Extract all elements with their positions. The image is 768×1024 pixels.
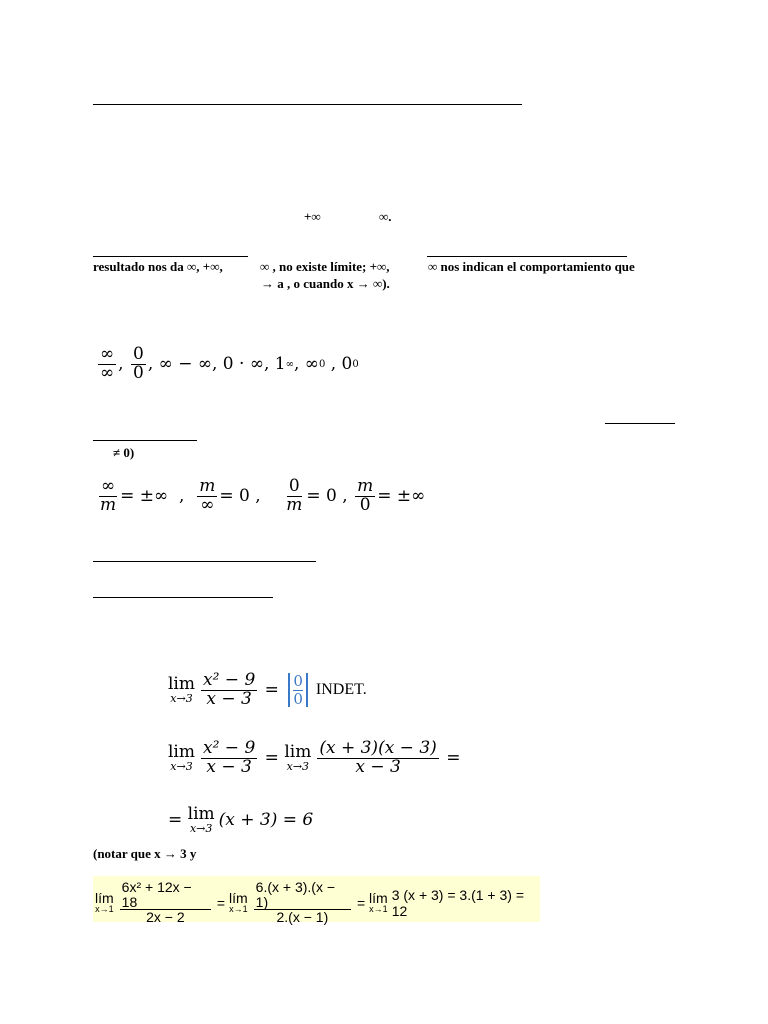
- underline-rule-3: [427, 256, 627, 257]
- underline-rule-6: [93, 561, 316, 562]
- plus-infinity-symbol: +∞: [304, 209, 321, 224]
- indeterminate-forms: $\frac{\infty}{\infty}$ , $\frac{0}{0}$ , ∞ − ∞, 0 · ∞, 1 ∞ , ∞ 0 , 0 0: [100, 344, 359, 383]
- indeterminate-forms-rest: ∞ − ∞, 0 · ∞, 1: [158, 354, 286, 375]
- fraction-inf-over-inf: $\frac{\infty}{\infty}$: [100, 344, 115, 383]
- para-line1-part-a: resultado nos da ∞, +∞,: [93, 259, 223, 274]
- underline-rule-2: [93, 256, 248, 257]
- fraction-zero-over-zero: $\frac{0}{0}$: [132, 344, 144, 383]
- indeterminate-bracket: $\frac{0}{0}$: [288, 673, 308, 707]
- underline-rule-4: [605, 423, 675, 424]
- underline-rule-1: [93, 104, 522, 105]
- infinity-dot-symbol: ∞.: [379, 209, 392, 224]
- example1-line1: lim x→3 $\frac{\text{x² − 9}}{x - 3}$ = $\frac{0}{0}$ INDET.: [168, 670, 367, 709]
- example2-box: lím x→1 $\frac{\text{6x² + 12x − 18}}{2x - 2}$ = lím x→1 $\frac{6.(x + 3).(x - 1)}{2.(x - 1)}$ = lím x→1 3 (x + 3) = 3.(1 + 3) = 12: [93, 876, 540, 922]
- note-text: (notar que x → 3 y: [93, 846, 197, 861]
- limit-operator: lim x→3: [168, 674, 195, 706]
- underline-rule-7: [93, 597, 273, 598]
- nonzero-note: ≠ 0): [113, 445, 135, 460]
- para-line2: → a , o cuando x → ∞).: [261, 276, 390, 291]
- example1-line3: = lim x→3 (x + 3) = 6: [168, 804, 314, 835]
- example1-line2: lim x→3 $\frac{\text{x² − 9}}{x - 3}$ = lim x→3 $\frac{(x + 3)(x - 3)}{x - 3}$ =: [168, 738, 461, 777]
- para-line1-part-b: ∞ , no existe límite; +∞,: [260, 259, 390, 274]
- underline-rule-5: [93, 440, 197, 441]
- para-line1-part-c: ∞ nos indican el comportamiento que: [428, 259, 635, 274]
- determinate-forms: $\frac{\infty}{m}$ = ±∞ , $\frac{m}{\infty}$ = 0 , $\frac{0}{m}$ = 0 , $\frac{m}{0}$ = ±∞: [100, 476, 426, 515]
- indet-label: INDET.: [315, 681, 367, 699]
